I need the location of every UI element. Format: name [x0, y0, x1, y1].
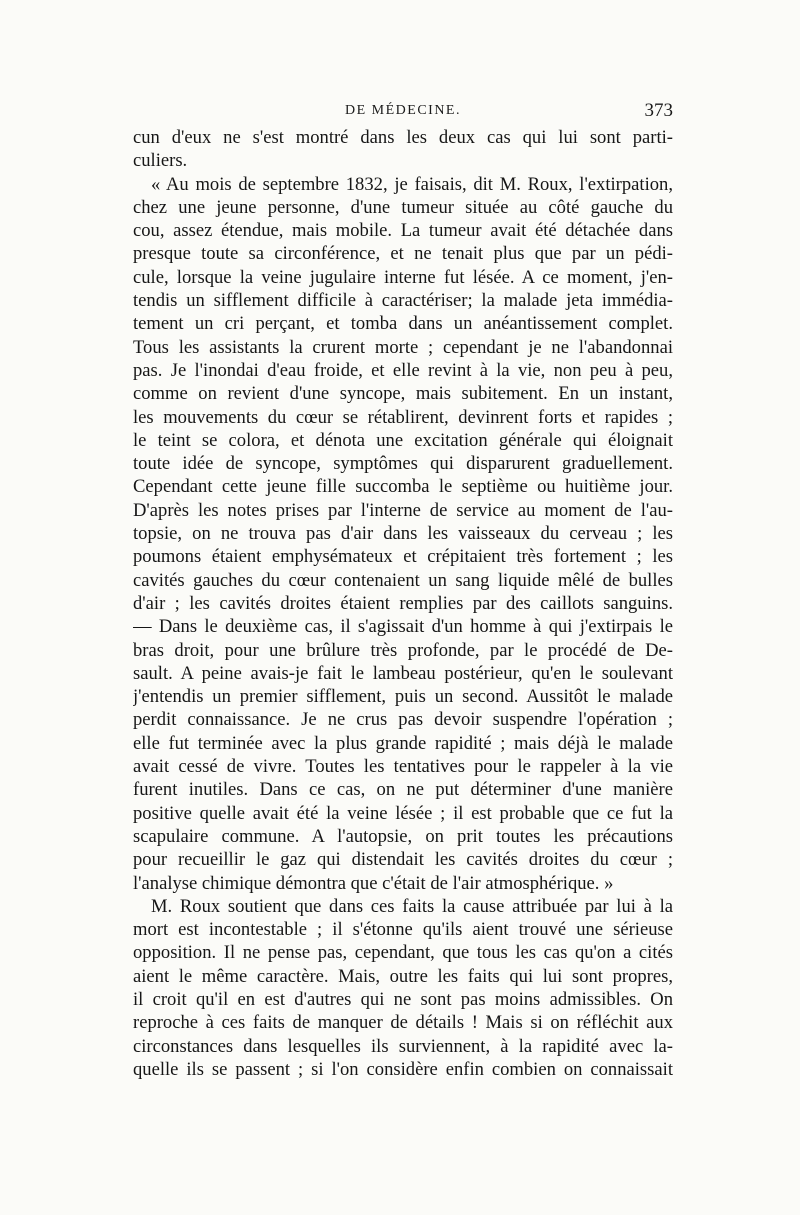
text-line: cavités gauches du cœur contenaient un sang liquide mêlé de bulles: [133, 569, 673, 591]
text-line: culiers.: [133, 150, 188, 172]
text-line: mort est incontestable ; il s'étonne qu'ils aient trouvé une sérieuse: [133, 919, 673, 941]
text-line: « Au mois de septembre 1832, je faisais, dit M. Roux, l'extirpation,: [151, 173, 673, 195]
page-number: 373: [644, 100, 673, 121]
text-line: M. Roux soutient que dans ces faits la cause attribuée par lui à la: [151, 895, 673, 917]
text-line: elle fut terminée avec la plus grande rapidité ; mais déjà le malade: [133, 732, 673, 754]
text-line: il croit qu'il en est d'autres qui ne sont pas moins admissibles. On: [133, 988, 673, 1010]
text-line: sault. A peine avais-je fait le lambeau postérieur, qu'en le soulevant: [133, 662, 673, 684]
text-line: les mouvements du cœur se rétablirent, devinrent forts et rapides ;: [133, 406, 673, 428]
text-line: Tous les assistants la crurent morte ; cependant je ne l'abandonnai: [133, 336, 673, 358]
text-line: comme on revient d'une syncope, mais subitement. En un instant,: [133, 383, 673, 405]
text-line: chez une jeune personne, d'une tumeur située au côté gauche du: [133, 196, 673, 218]
text-line: opposition. Il ne pense pas, cependant, que tous les cas qu'on a cités: [133, 942, 673, 964]
text-line: cou, assez étendue, mais mobile. La tumeur avait été détachée dans: [133, 220, 673, 242]
text-line: reproche à ces faits de manquer de détails ! Mais si on réfléchit aux: [133, 1012, 673, 1034]
text-line: cule, lorsque la veine jugulaire interne fut lésée. A ce moment, j'en-: [133, 266, 673, 288]
text-line: j'entendis un premier sifflement, puis un second. Aussitôt le malade: [133, 686, 673, 708]
text-line: Cependant cette jeune fille succomba le septième ou huitième jour.: [133, 476, 673, 498]
text-line: quelle ils se passent ; si l'on considère enfin combien on connaissait: [133, 1058, 673, 1080]
text-line: tendis un sifflement difficile à caractériser; la malade jeta immédia-: [133, 290, 673, 312]
text-line: D'après les notes prises par l'interne de service au moment de l'au-: [133, 499, 673, 521]
text-line: cun d'eux ne s'est montré dans les deux cas qui lui sont parti-: [133, 127, 673, 148]
text-line: circonstances dans lesquelles ils surviennent, à la rapidité avec la-: [133, 1035, 673, 1057]
text-line: furent inutiles. Dans ce cas, on ne put déterminer d'une manière: [133, 779, 673, 801]
text-line: pour recueillir le gaz qui distendait les cavités droites du cœur ;: [133, 849, 673, 871]
text-line: poumons étaient emphysémateux et crépitaient très fortement ; les: [133, 546, 673, 568]
text-line: perdit connaissance. Je ne crus pas devoir suspendre l'opération ;: [133, 709, 673, 731]
running-head: [133, 100, 673, 122]
text-line: toute idée de syncope, symptômes qui disparurent graduellement.: [133, 453, 673, 475]
text-line: l'analyse chimique démontra que c'était de l'air atmosphérique. »: [133, 872, 614, 894]
text-line: — Dans le deuxième cas, il s'agissait d'un homme à qui j'extirpais le: [133, 616, 673, 638]
text-line: avait cessé de vivre. Toutes les tentatives pour le rappeler à la vie: [133, 756, 673, 778]
text-line: presque toute sa circonférence, et ne tenait plus que par un pédi-: [133, 243, 673, 265]
text-line: le teint se colora, et dénota une excitation générale qui éloignait: [133, 429, 673, 451]
text-line: bras droit, pour une brûlure très profonde, par le procédé de De-: [133, 639, 673, 661]
text-line: topsie, on ne trouva pas d'air dans les vaisseaux du cerveau ; les: [133, 523, 673, 545]
text-line: tement un cri perçant, et tomba dans un anéantissement complet.: [133, 313, 673, 335]
text-line: aient le même caractère. Mais, outre les faits qui lui sont propres,: [133, 965, 673, 987]
text-line: positive quelle avait été la veine lésée ; il est probable que ce fut la: [133, 802, 673, 824]
text-line: pas. Je l'inondai d'eau froide, et elle revint à la vie, non peu à peu,: [133, 359, 673, 381]
body-text: [133, 126, 673, 1081]
text-line: d'air ; les cavités droites étaient remplies par des caillots sanguins.: [133, 592, 673, 614]
running-title: DE MÉDECINE.: [345, 103, 461, 118]
text-line: scapulaire commune. A l'autopsie, on prit toutes les précautions: [133, 825, 673, 847]
